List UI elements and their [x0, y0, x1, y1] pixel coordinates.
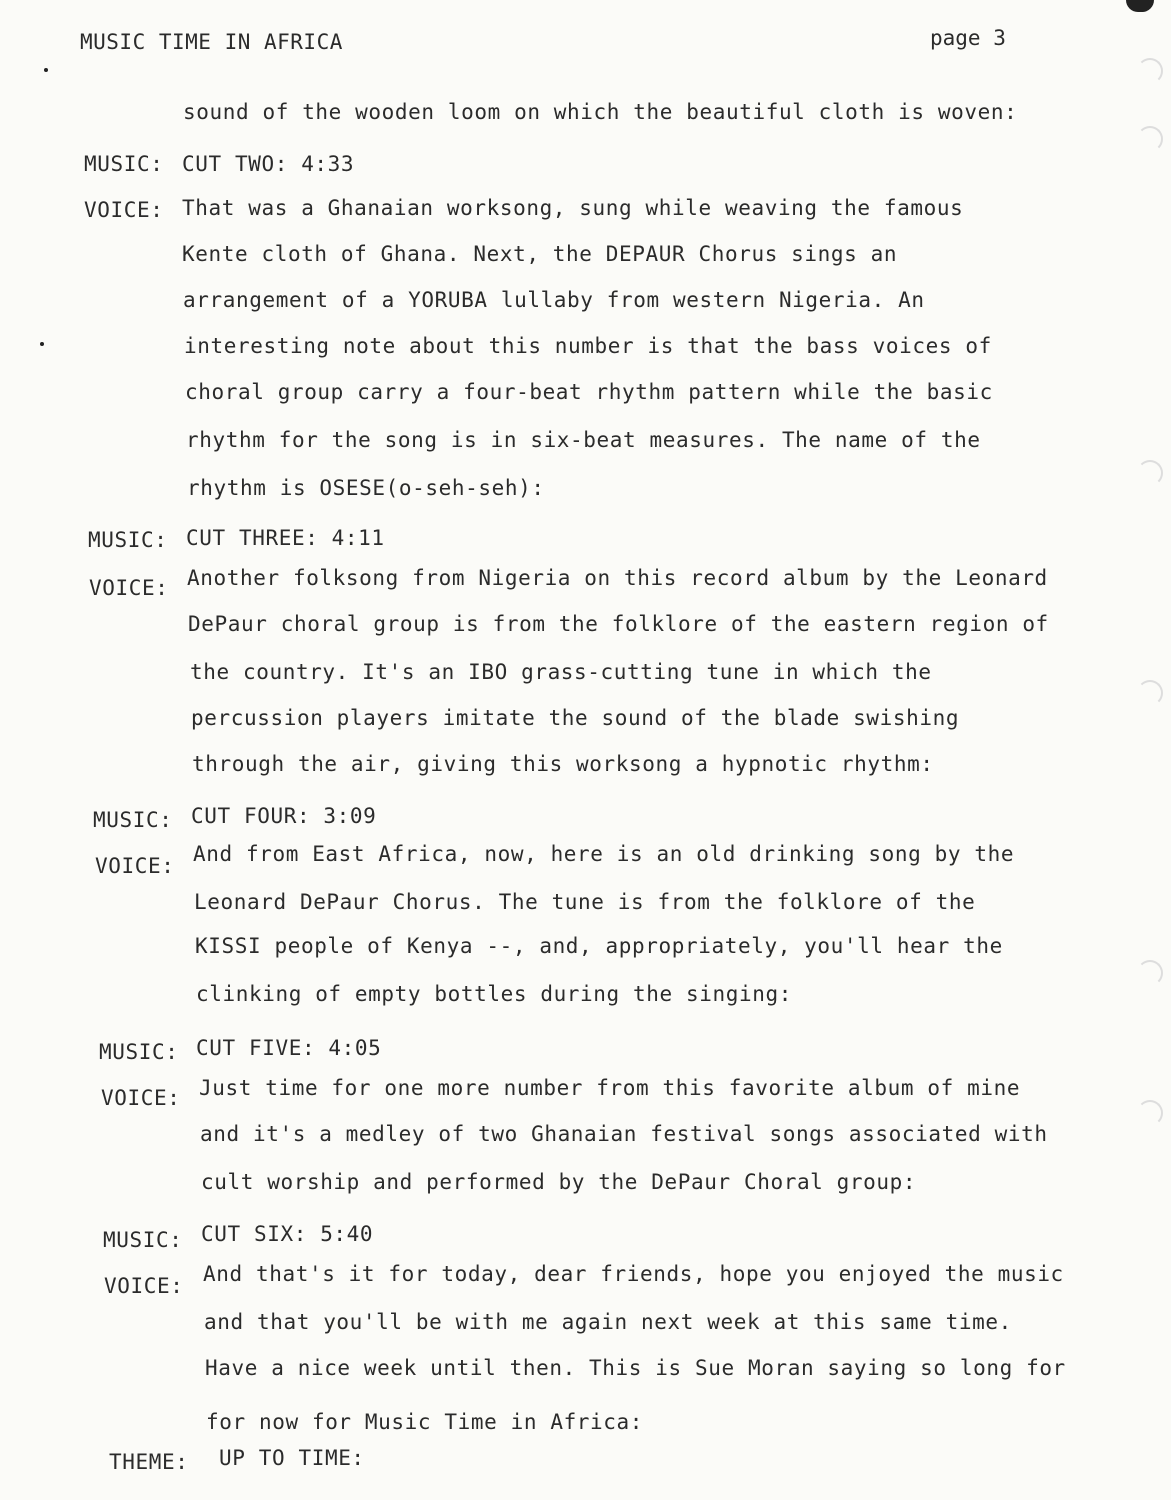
- text-line: Have a nice week until then. This is Sue Moran saying so long for: [205, 1356, 1066, 1380]
- binding-hole: [1137, 680, 1163, 706]
- binding-hole: [1137, 960, 1163, 986]
- ink-speck: [44, 68, 48, 72]
- text-line: KISSI people of Kenya --, and, appropriately, you'll hear the: [195, 934, 1003, 958]
- voice-label: VOICE:: [95, 854, 175, 878]
- text-line: DePaur choral group is from the folklore of the eastern region of: [188, 612, 1049, 636]
- text-line: the country. It's an IBO grass-cutting tune in which the: [190, 660, 932, 684]
- text-line: Another folksong from Nigeria on this record album by the Leonard: [187, 566, 1048, 590]
- music-cue: CUT THREE: 4:11: [186, 526, 385, 550]
- text-line: clinking of empty bottles during the singing:: [196, 982, 792, 1006]
- text-line: and that you'll be with me again next week at this same time.: [204, 1310, 1012, 1334]
- text-line: rhythm for the song is in six-beat measures. The name of the: [186, 428, 981, 452]
- text-line: and it's a medley of two Ghanaian festival songs associated with: [200, 1122, 1048, 1146]
- text-line: sound of the wooden loom on which the beautiful cloth is woven:: [183, 100, 1018, 124]
- music-label: MUSIC:: [88, 528, 168, 552]
- text-line: Leonard DePaur Chorus. The tune is from the folklore of the: [194, 890, 976, 914]
- text-line: rhythm is OSESE(o-seh-seh):: [187, 476, 545, 500]
- voice-label: VOICE:: [84, 198, 164, 222]
- music-cue: CUT FIVE: 4:05: [196, 1036, 382, 1060]
- document-title: MUSIC TIME IN AFRICA: [80, 30, 343, 54]
- text-line: arrangement of a YORUBA lullaby from western Nigeria. An: [183, 288, 925, 312]
- binding-hole: [1137, 126, 1163, 152]
- text-line: And that's it for today, dear friends, hope you enjoyed the music: [203, 1262, 1064, 1286]
- text-line: choral group carry a four-beat rhythm pattern while the basic: [185, 380, 993, 404]
- voice-label: VOICE:: [101, 1086, 181, 1110]
- binding-hole: [1137, 58, 1163, 84]
- text-line: cult worship and performed by the DePaur Choral group:: [201, 1170, 917, 1194]
- music-label: MUSIC:: [103, 1228, 183, 1252]
- text-line: percussion players imitate the sound of the blade swishing: [191, 706, 960, 730]
- music-label: MUSIC:: [99, 1040, 179, 1064]
- text-line: Just time for one more number from this favorite album of mine: [199, 1076, 1021, 1100]
- ink-speck: [40, 342, 44, 346]
- text-line: That was a Ghanaian worksong, sung while weaving the famous: [182, 196, 964, 220]
- music-cue: CUT TWO: 4:33: [182, 152, 355, 176]
- text-line: interesting note about this number is that the bass voices of: [184, 334, 992, 358]
- music-cue: CUT SIX: 5:40: [201, 1222, 374, 1246]
- music-label: MUSIC:: [93, 808, 173, 832]
- text-line: Kente cloth of Ghana. Next, the DEPAUR Chorus sings an: [182, 242, 898, 266]
- theme-cue: UP TO TIME:: [219, 1446, 365, 1470]
- voice-label: VOICE:: [104, 1274, 184, 1298]
- music-cue: CUT FOUR: 3:09: [191, 804, 377, 828]
- text-line: through the air, giving this worksong a hypnotic rhythm:: [192, 752, 934, 776]
- binding-hole-mark: [1126, 0, 1154, 12]
- binding-hole: [1137, 1100, 1163, 1126]
- voice-label: VOICE:: [89, 576, 169, 600]
- binding-hole: [1137, 460, 1163, 486]
- text-line: And from East Africa, now, here is an old drinking song by the: [193, 842, 1015, 866]
- text-line: for now for Music Time in Africa:: [206, 1410, 644, 1434]
- page-number: page 3: [930, 26, 1006, 50]
- theme-label: THEME:: [109, 1450, 189, 1474]
- music-label: MUSIC:: [84, 152, 164, 176]
